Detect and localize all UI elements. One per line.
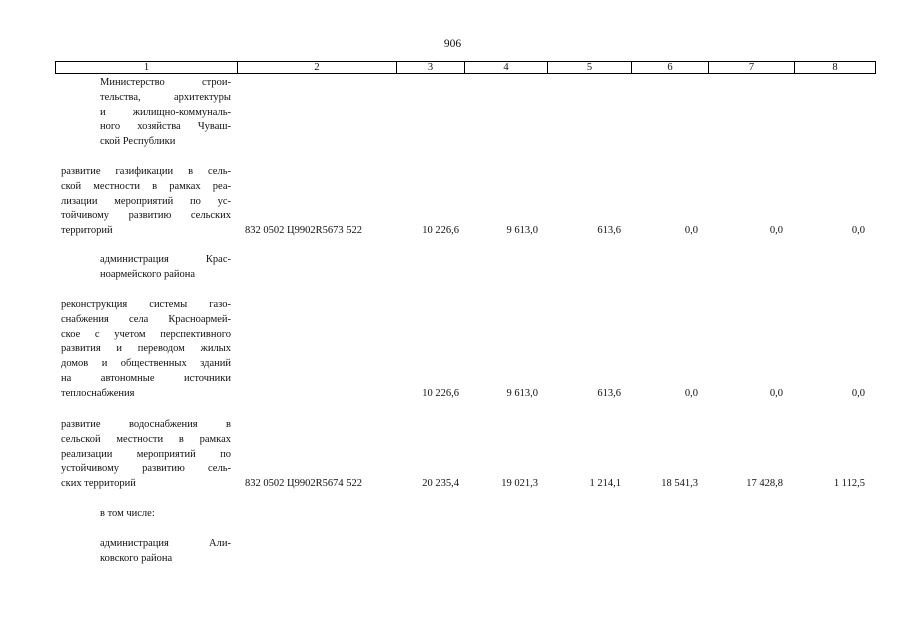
page-number: 906: [443, 38, 462, 50]
value-col-8: 1 112,5: [833, 478, 865, 489]
row-label-gasification: [61, 165, 231, 239]
text-line: сельской местности в рамках: [61, 433, 231, 445]
row-label-reconstruction: [61, 298, 231, 402]
value-col-5: 613,6: [597, 225, 621, 236]
text-line: в том числе:: [100, 508, 155, 519]
table-header: [55, 61, 876, 74]
text-line: развитие газификации в сель-: [61, 166, 231, 177]
value-col-3: 20 235,4: [422, 478, 459, 489]
value-col-8: 0,0: [851, 388, 865, 399]
row-label-alikovsky: [100, 537, 231, 567]
column-header: 7: [709, 62, 795, 73]
column-header: 2: [238, 62, 397, 73]
text-line: ское с учетом перспективного: [61, 328, 231, 340]
column-header: 3: [397, 62, 465, 73]
text-line: ного хозяйства Чуваш-: [100, 121, 231, 133]
text-line: реконструкция системы газо-: [61, 299, 231, 310]
text-line: устойчивому развитию сель-: [61, 463, 231, 475]
text-line: ских территорий: [61, 478, 136, 490]
text-line: ской местности в рамках реа-: [61, 180, 231, 192]
text-line: тельства, архитектуры: [100, 91, 231, 103]
column-header: 8: [832, 62, 838, 73]
text-line: ноармейского района: [100, 268, 196, 280]
text-line: администрация Крас-: [100, 254, 231, 265]
value-col-6: 0,0: [684, 225, 698, 236]
text-line: снабжения села Красноармей-: [61, 313, 231, 325]
text-line: домов и общественных зданий: [61, 358, 231, 370]
value-col-6: 0,0: [684, 388, 698, 399]
text-line: развитие водоснабжения в: [61, 419, 231, 430]
value-col-8: 0,0: [851, 225, 865, 236]
value-col-7: 0,0: [769, 388, 783, 399]
value-col-3: 10 226,6: [422, 388, 459, 399]
text-line: ской Республики: [100, 136, 176, 148]
text-line: территорий: [61, 225, 113, 237]
text-line: реализации мероприятий по: [61, 448, 231, 460]
column-header: 4: [465, 62, 548, 73]
row-label-water-supply: [61, 418, 231, 492]
row-label-krasnoarmeysky: [100, 253, 231, 283]
value-col-4: 9 613,0: [506, 388, 538, 399]
column-header: 5: [548, 62, 632, 73]
text-line: тойчивому развитию сельских: [61, 210, 231, 222]
budget-code: 832 0502 Ц9902R5674 522: [245, 478, 362, 489]
row-label-including: [100, 507, 231, 522]
value-col-5: 613,6: [597, 388, 621, 399]
text-line: лизации мероприятий по ус-: [61, 195, 231, 207]
text-line: администрация Али-: [100, 538, 231, 549]
value-col-4: 9 613,0: [506, 225, 538, 236]
text-line: теплоснабжения: [61, 387, 135, 399]
row-label-ministry: [100, 76, 231, 150]
column-header: 6: [632, 62, 709, 73]
budget-code: 832 0502 Ц9902R5673 522: [245, 225, 362, 236]
column-header: 1: [56, 62, 238, 73]
value-col-4: 19 021,3: [501, 478, 538, 489]
text-line: на автономные источники: [61, 372, 231, 384]
value-col-7: 0,0: [769, 225, 783, 236]
text-line: ковского района: [100, 552, 173, 564]
value-col-7: 17 428,8: [746, 478, 783, 489]
text-line: Министерство строи-: [100, 77, 231, 88]
value-col-3: 10 226,6: [422, 225, 459, 236]
text-line: развития и переводом жилых: [61, 343, 231, 355]
value-col-5: 1 214,1: [589, 478, 621, 489]
text-line: и жилищно-коммуналь-: [100, 106, 231, 118]
value-col-6: 18 541,3: [661, 478, 698, 489]
